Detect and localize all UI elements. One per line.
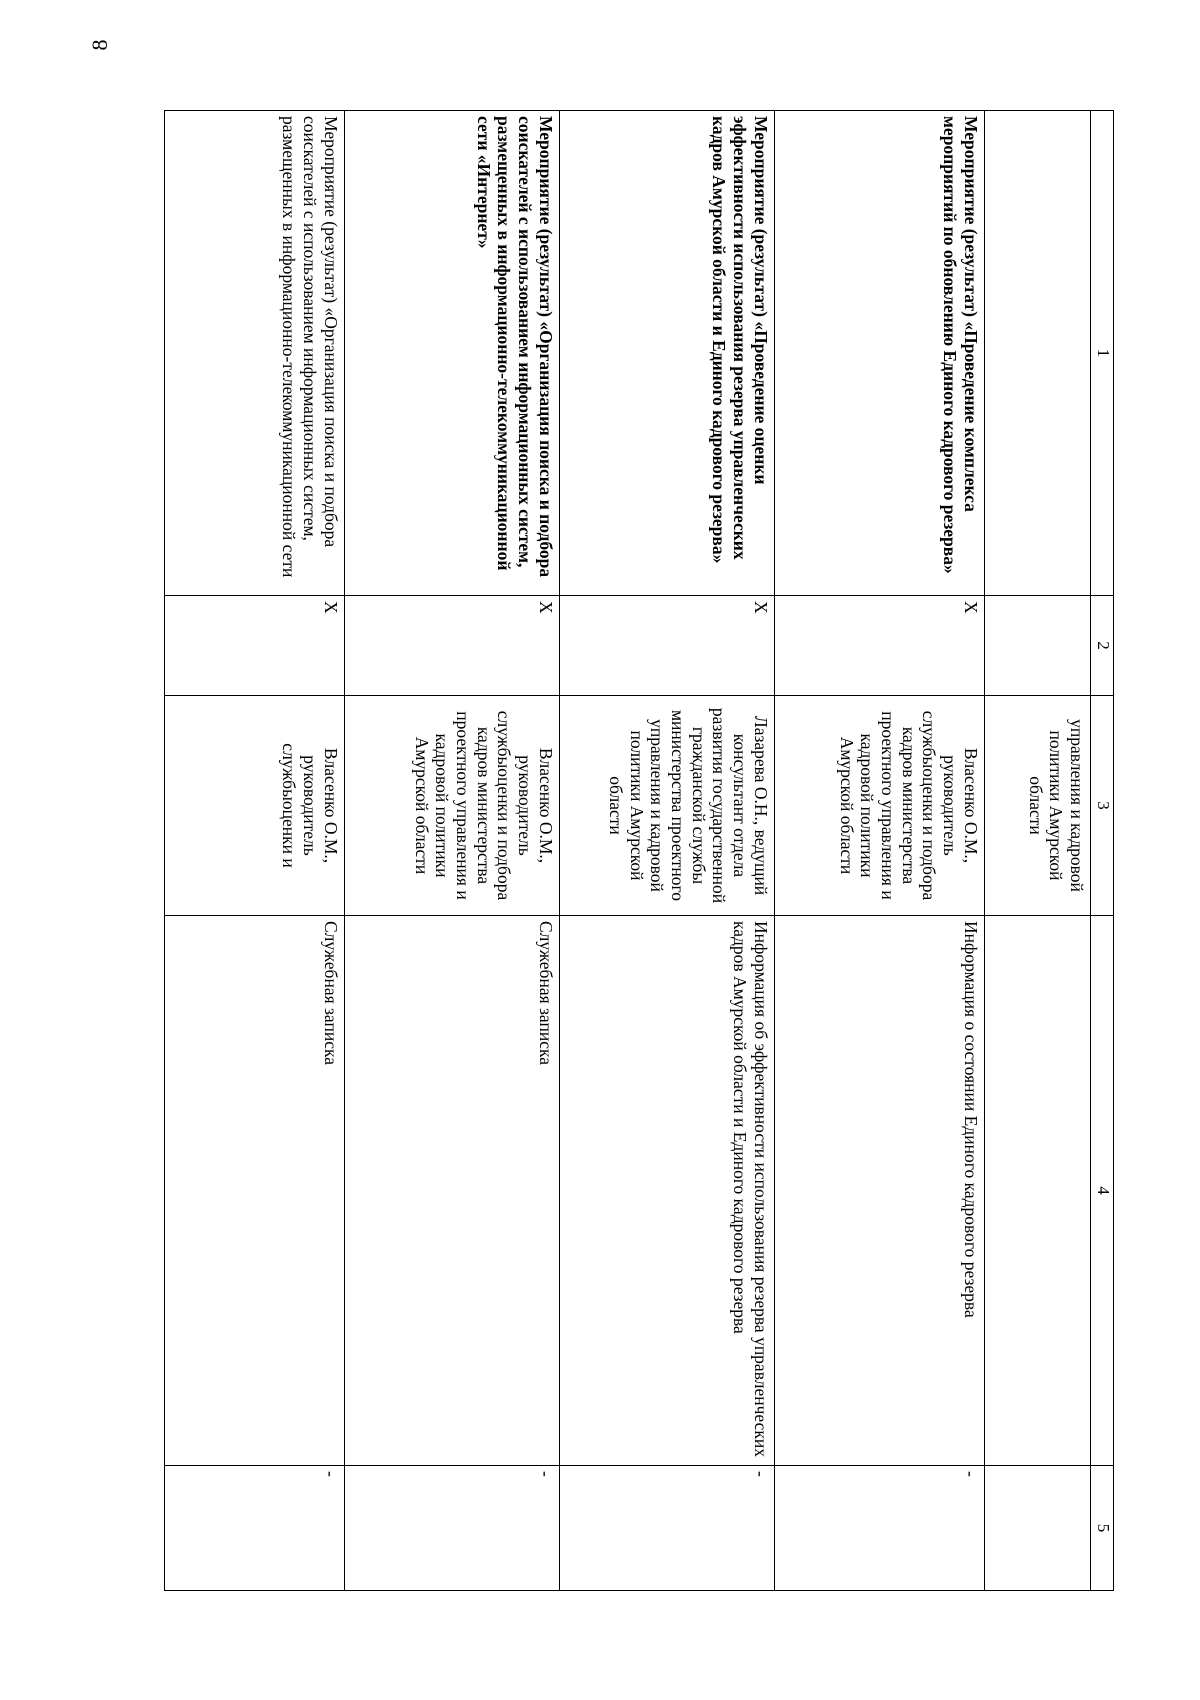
document-cell: Информация об эффективности использования резерва управленческих кадров Амурской области и Единого кадрового резерва	[559, 916, 774, 1466]
document-cell: Служебная записка	[344, 916, 559, 1466]
header-col-5: 5	[1091, 1466, 1114, 1591]
mark-cell: X	[774, 596, 984, 696]
page-number-text: 8	[87, 39, 112, 51]
table-row	[984, 111, 1090, 1591]
rotated-table-wrapper	[164, 110, 1114, 1590]
document-cell	[984, 916, 1090, 1466]
event-cell: Мероприятие (результат) «Организация поиска и подбора соискателей с использованием информационных систем, размещенных в информационно-телекоммуникационной сети	[165, 111, 345, 596]
event-cell: Мероприятие (результат) «Проведение комплекса мероприятий по обновлению Единого кадрового резерва»	[774, 111, 984, 596]
header-col-2: 2	[1091, 596, 1114, 696]
mark-cell: X	[559, 596, 774, 696]
event-cell: Мероприятие (результат) «Организация поиска и подбора соискателей с использованием информационных систем, размещенных в информационно-телекоммуникационной сети «Интернет»	[344, 111, 559, 596]
note-cell: -	[165, 1466, 345, 1591]
responsible-cell: управления и кадровой политики Амурской области	[984, 696, 1090, 916]
header-col-1: 1	[1091, 111, 1114, 596]
mark-cell	[984, 596, 1090, 696]
page-number	[60, 30, 140, 60]
mark-cell: X	[344, 596, 559, 696]
event-cell: Мероприятие (результат) «Проведение оценки эффективности использования резерва управленческих кадров Амурской области и Единого кадрового резерва»	[559, 111, 774, 596]
responsible-cell: Власенко О.М., руководитель службыоценки и подбора кадров министерства проектного управления и кадровой политики Амурской области	[344, 696, 559, 916]
document-cell: Информация о состоянии Единого кадрового резерва	[774, 916, 984, 1466]
mark-cell: X	[165, 596, 345, 696]
table-row	[774, 111, 984, 1591]
table-row	[344, 111, 559, 1591]
header-col-4: 4	[1091, 916, 1114, 1466]
note-cell: -	[559, 1466, 774, 1591]
table-header-row	[1091, 111, 1114, 1591]
header-col-3: 3	[1091, 696, 1114, 916]
note-cell: -	[344, 1466, 559, 1591]
event-cell	[984, 111, 1090, 596]
table-row	[559, 111, 774, 1591]
document-cell: Служебная записка	[165, 916, 345, 1466]
note-cell	[984, 1466, 1090, 1591]
plan-table	[164, 110, 1114, 1591]
table-row	[165, 111, 345, 1591]
responsible-cell: Власенко О.М., руководитель службыоценки и подбора кадров министерства проектного управления и кадровой политики Амурской области	[774, 696, 984, 916]
responsible-cell: Лазарева О.Н., ведущий консультант отдела развития государственной гражданской службы министерства проектного управления и кадровой политики Амурской области	[559, 696, 774, 916]
note-cell: -	[774, 1466, 984, 1591]
responsible-cell: Власенко О.М., руководитель службыоценки и	[165, 696, 345, 916]
